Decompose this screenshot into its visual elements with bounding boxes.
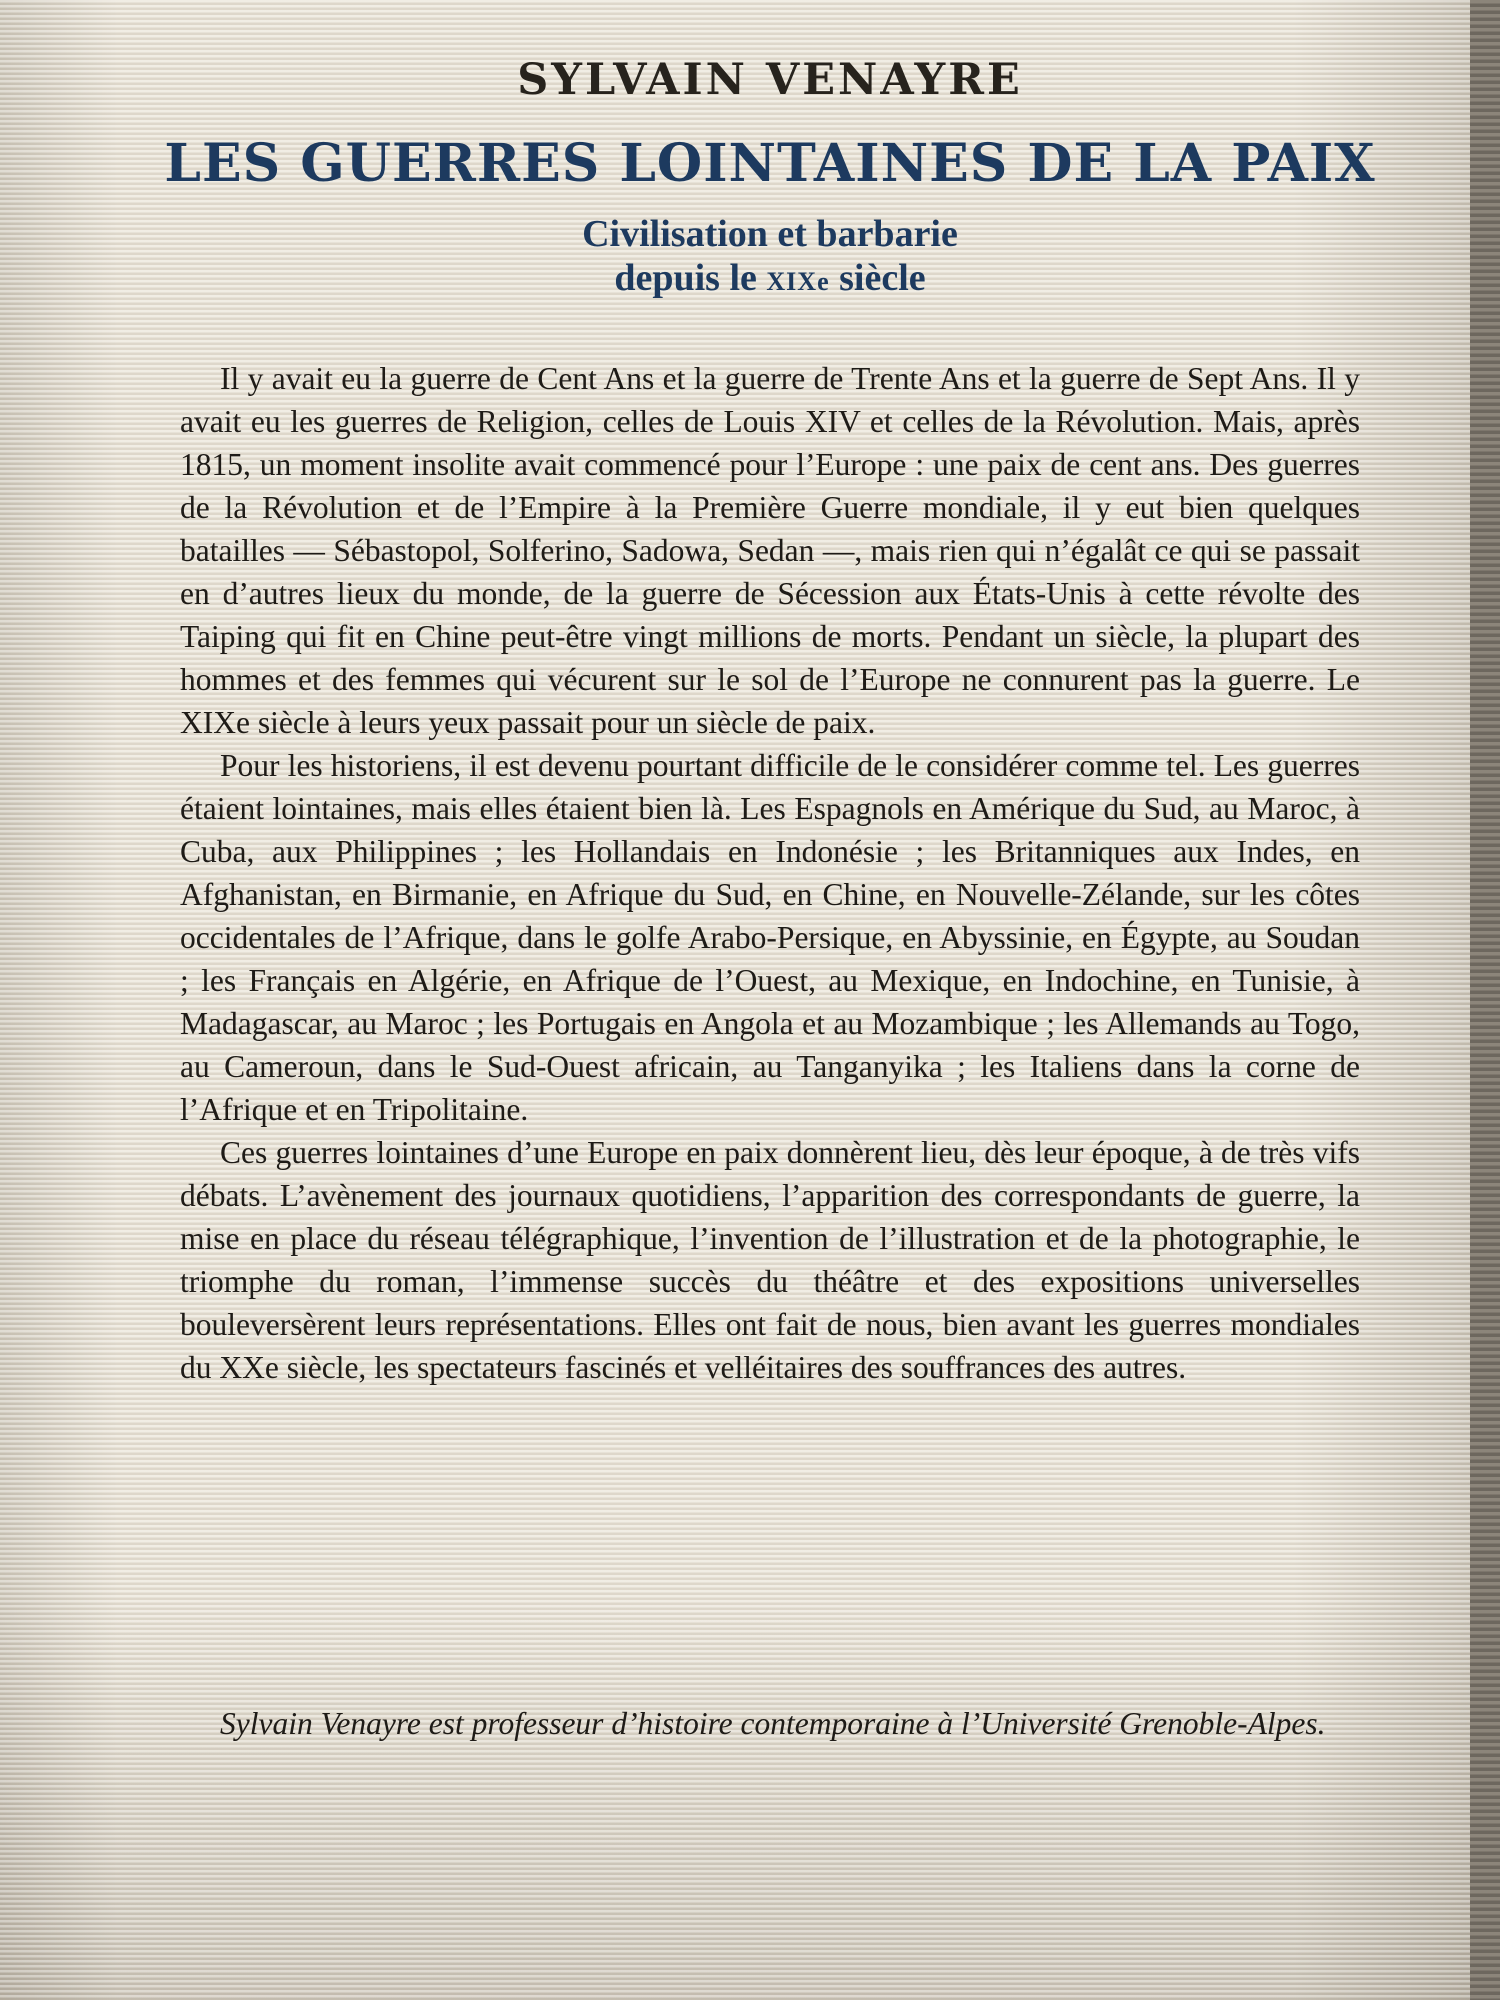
blurb-paragraph-3: Ces guerres lointaines d’une Europe en paix donnèrent lieu, dès leur époque, à de très vifs débats. L’avènement des journaux quotidiens, l’apparition des correspondants de guerre, la mise en place du réseau télégraphique, l’invention de l’illustration et de la photographie, le triomphe du roman, l’immense succès du théâtre et des expositions universelles bouleversèrent leurs représentations. Elles ont fait de nous, bien avant les guerres mondiales du XXe siècle, les spectateurs fascinés et velléitaires des souffrances des autres. xyxy=(180,1135,1360,1385)
subtitle-line-1: Civilisation et barbarie xyxy=(582,213,958,255)
cover-edge xyxy=(1470,0,1500,2000)
book-title: LES GUERRES LOINTAINES DE LA PAIX xyxy=(164,133,1376,194)
author-bio: Sylvain Venayre est professeur d’histoire contemporaine à l’Université Grenoble-Alpes. xyxy=(220,1706,1326,1741)
subtitle-line-2-end: siècle xyxy=(829,257,926,299)
blurb-text xyxy=(180,357,1360,1389)
book-subtitle xyxy=(0,212,1500,304)
blurb-paragraph-2: Pour les historiens, il est devenu pourtant difficile de le considérer comme tel. Les guerres étaient lointaines, mais elles étaient bien là. Les Espagnols en Amérique du Sud, au Maroc, à Cuba, aux Philippines ; les Hollandais en Indonésie ; les Britanniques aux Indes, en Afghanistan, en Birmanie, en Afrique du Sud, en Chine, en Nouvelle-Zélande, sur les côtes occidentales de l’Afrique, dans le golfe Arabo-Persique, en Abyssinie, en Égypte, au Soudan ; les Français en Algérie, en Afrique de l’Ouest, au Mexique, en Indochine, en Tunisie, à Madagascar, au Maroc ; les Portugais en Angola et au Mozambique ; les Allemands au Togo, au Cameroun, dans le Sud-Ouest africain, au Tanganyika ; les Italiens dans la corne de l’Afrique et en Tripolitaine. xyxy=(180,748,1360,1127)
subtitle-line-2-start: depuis le xyxy=(614,257,767,299)
subtitle-century: XIXe xyxy=(766,267,830,296)
author-name: SYLVAIN VENAYRE xyxy=(517,55,1023,105)
blurb-paragraph-1: Il y avait eu la guerre de Cent Ans et la guerre de Trente Ans et la guerre de Sept Ans. Il y avait eu les guerres de Religion, celles de Louis XIV et celles de la Révolution. Mais, après 1815, un moment insolite avait commencé pour l’Europe : une paix de cent ans. Des guerres de la Révolution et de l’Empire à la Première Guerre mondiale, il y eut bien quelques batailles — Sébastopol, Solferino, Sadowa, Sedan —, mais rien qui n’égalât ce qui se passait en d’autres lieux du monde, de la guerre de Sécession aux États-Unis à cette révolte des Taiping qui fit en Chine peut-être vingt millions de morts. Pendant un siècle, la plupart des hommes et des femmes qui vécurent sur le sol de l’Europe ne connurent pas la guerre. Le XIXe siècle à leurs yeux passait pour un siècle de paix. xyxy=(180,361,1360,740)
subtitle-line-2 xyxy=(0,256,1500,304)
